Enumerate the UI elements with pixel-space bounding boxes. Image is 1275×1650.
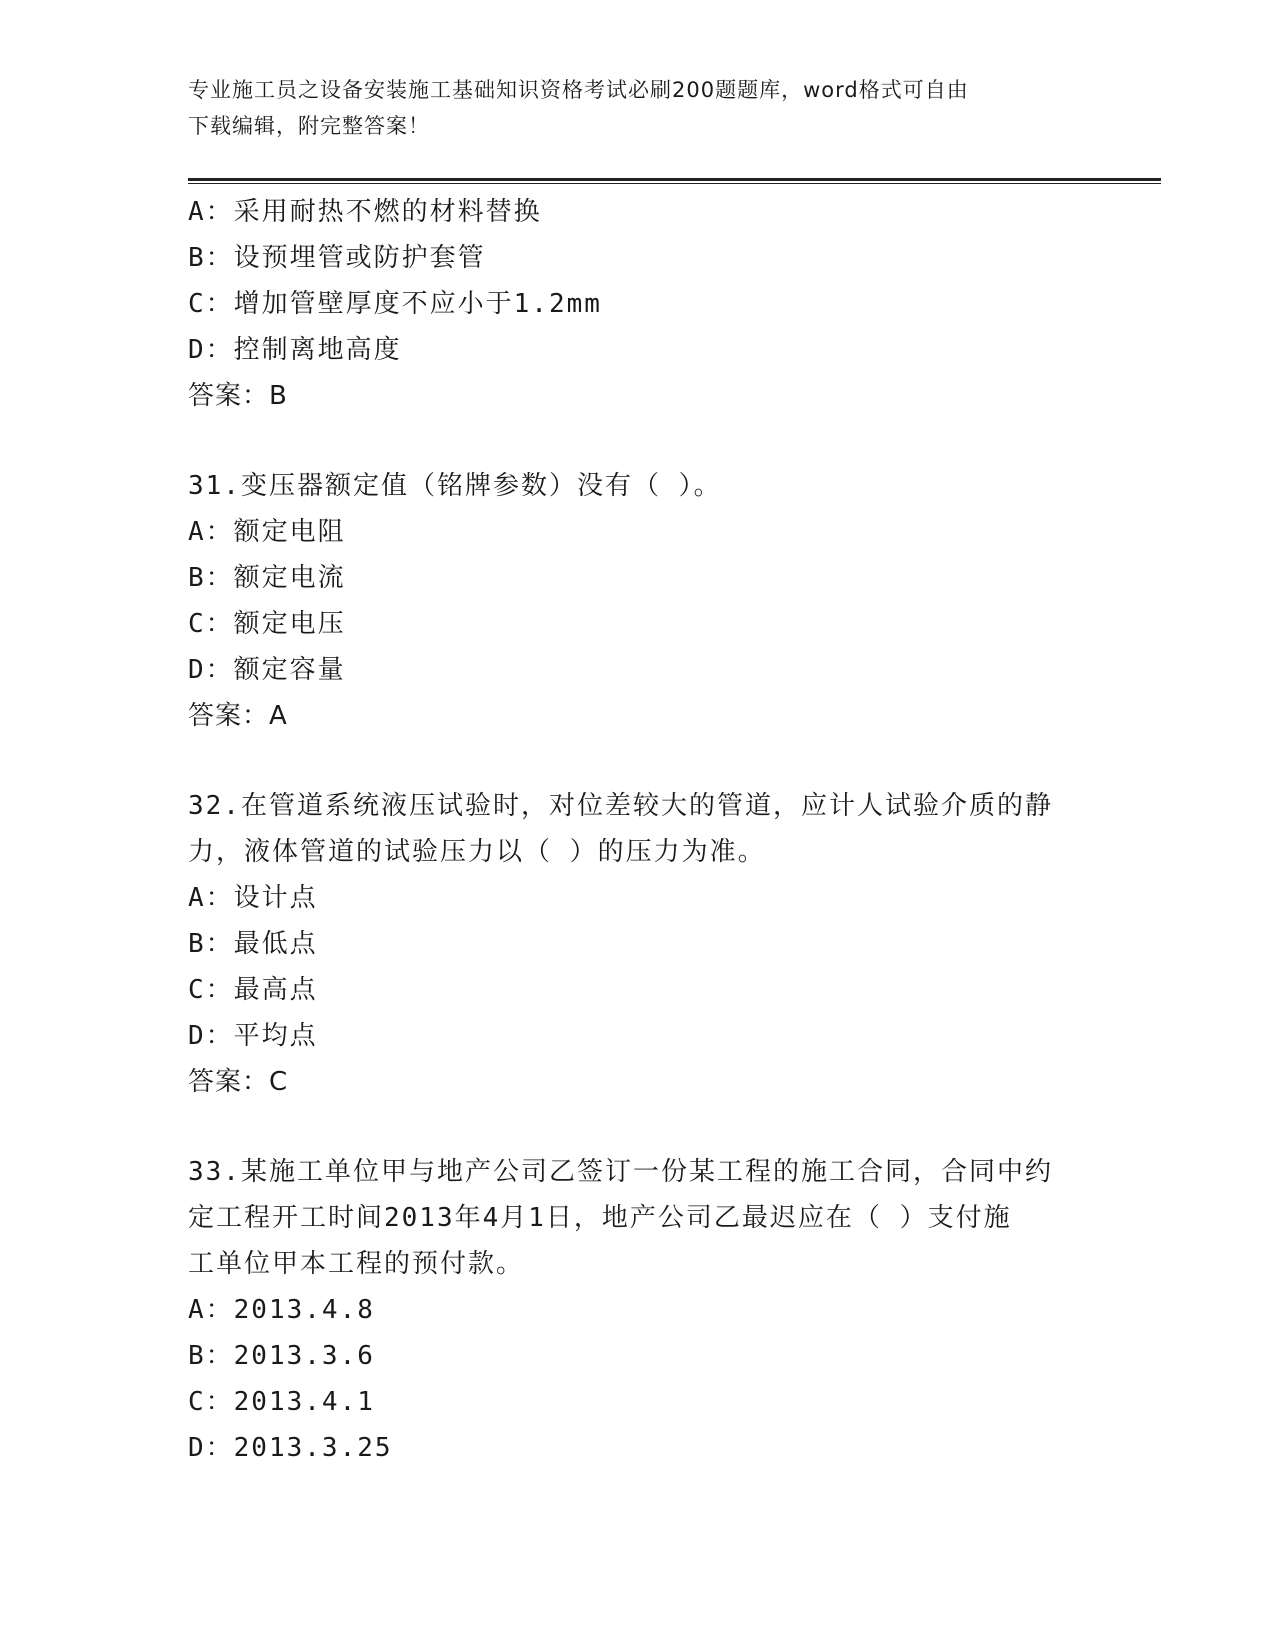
header-line-2: 下载编辑，附完整答案！: [188, 114, 430, 138]
question-text: 31.变压器额定值（铭牌参数）没有（ ）。: [188, 471, 722, 501]
option-c: C：2013.4.1: [188, 1387, 375, 1417]
question-text: 33.某施工单位甲与地产公司乙签订一份某工程的施工合同，合同中约: [188, 1157, 1053, 1187]
option-c: C：增加管壁厚度不应小于1.2mm: [188, 289, 602, 319]
option-d: D：2013.3.25: [188, 1433, 393, 1463]
question-text-continued: 力，液体管道的试验压力以（ ）的压力为准。: [188, 837, 766, 867]
question-30: [188, 189, 1088, 419]
option-d: D：平均点: [188, 1021, 318, 1051]
question-spacer: [188, 419, 1088, 463]
option-d: D：控制离地高度: [188, 335, 402, 365]
question-spacer: [188, 739, 1088, 783]
option-b: B：设预埋管或防护套管: [188, 243, 486, 273]
header-divider-thick: [188, 178, 1161, 181]
question-text-continued: 定工程开工时间2013年4月1日，地产公司乙最迟应在（ ）支付施: [188, 1203, 1012, 1233]
option-a: A：采用耐热不燃的材料替换: [188, 197, 542, 227]
option-c: C：最高点: [188, 975, 318, 1005]
option-a: A：2013.4.8: [188, 1295, 375, 1325]
option-b: B：2013.3.6: [188, 1341, 375, 1371]
option-c: C：额定电压: [188, 609, 346, 639]
header-divider-thin: [188, 183, 1161, 184]
header-line-1: 专业施工员之设备安装施工基础知识资格考试必刷200题题库，word格式可自由: [188, 78, 969, 102]
question-32: [188, 783, 1088, 1105]
question-spacer: [188, 1105, 1088, 1149]
option-b: B：额定电流: [188, 563, 346, 593]
question-33: [188, 1149, 1088, 1471]
option-b: B：最低点: [188, 929, 318, 959]
option-d: D：额定容量: [188, 655, 346, 685]
question-text: 32.在管道系统液压试验时，对位差较大的管道，应计人试验介质的静: [188, 791, 1053, 821]
question-list: [188, 189, 1088, 1471]
question-31: [188, 463, 1088, 739]
answer-line: 答案：B: [188, 381, 288, 411]
question-text-continued: 工单位甲本工程的预付款。: [188, 1249, 525, 1279]
option-a: A：额定电阻: [188, 517, 346, 547]
option-a: A：设计点: [188, 883, 318, 913]
answer-line: 答案：C: [188, 1067, 289, 1097]
document-header: [188, 72, 1088, 144]
answer-line: 答案：A: [188, 701, 288, 731]
